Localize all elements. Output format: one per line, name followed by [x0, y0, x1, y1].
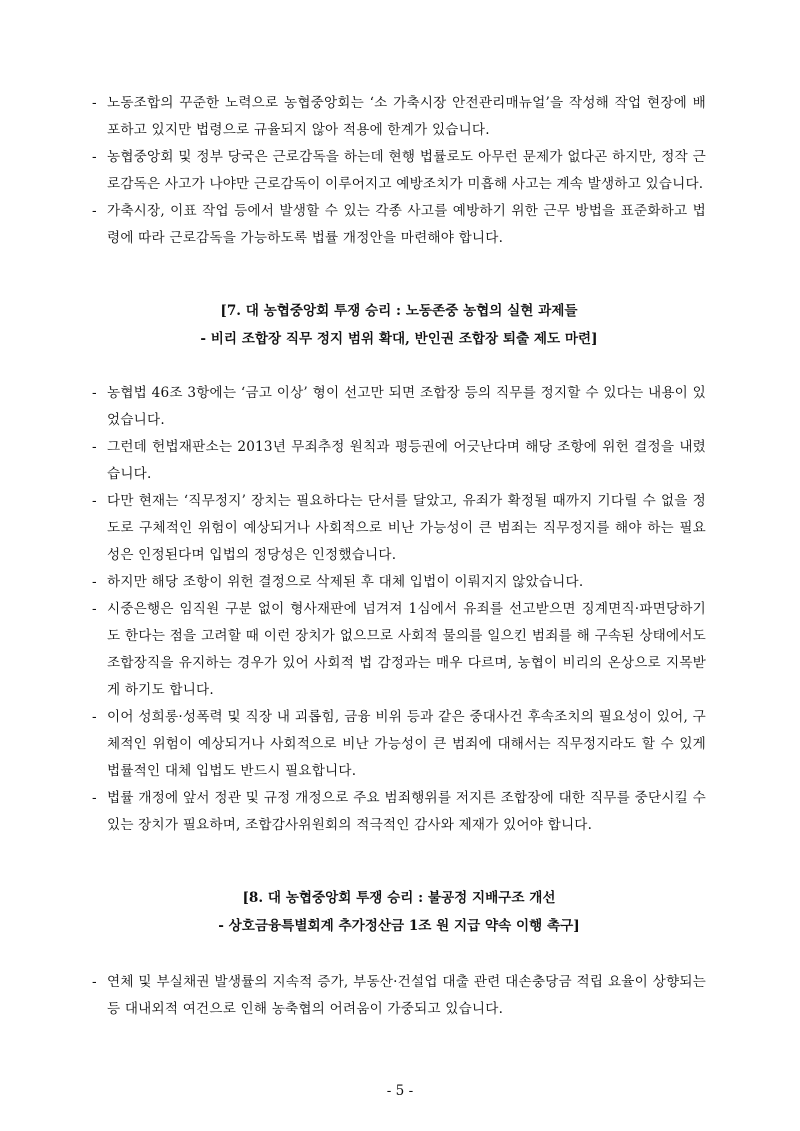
list-item — [92, 569, 706, 596]
list-item-text: 가축시장, 이표 작업 등에서 발생할 수 있는 각종 사고를 예방하기 위한 근무 방법을 표준화하고 법령에 따라 근로감독을 가능하도록 법률 개정안을 마련해야 합니다. — [107, 203, 706, 246]
list-item — [92, 969, 706, 1023]
list-item — [92, 785, 706, 839]
list-item — [92, 144, 706, 198]
list-item-text: 연체 및 부실채권 발생률의 지속적 증가, 부동산·건설업 대출 관련 대손충당금 적립 요율이 상향되는 등 대내외적 여건으로 인해 농축협의 어려움이 가중되고 있습니다. — [107, 974, 706, 1017]
bullet-dash: - — [92, 709, 97, 725]
section-heading-line1: [7. 대 농협중앙회 투쟁 승리 : 노동존중 농협의 실현 과제들 — [220, 303, 578, 319]
section-heading-line1: [8. 대 농협중앙회 투쟁 승리 : 불공정 지배구조 개선 — [242, 890, 556, 906]
list-item-text: 하지만 해당 조항이 위헌 결정으로 삭제된 후 대체 입법이 이뤄지지 않았습니다. — [107, 574, 584, 590]
list-item — [92, 380, 706, 434]
bullet-dash: - — [92, 974, 97, 990]
list-item-text: 노동조합의 꾸준한 노력으로 농협중앙회는 ‘소 가축시장 안전관리매뉴얼’을 작성해 작업 현장에 배포하고 있지만 법령으로 규율되지 않아 적용에 한계가 있습니다. — [107, 95, 706, 138]
bullet-dash: - — [92, 493, 97, 509]
section-heading-line2: - 상호금융특별회계 추가정산금 1조 원 지급 약속 이행 촉구] — [218, 918, 580, 934]
bullet-dash: - — [92, 95, 97, 111]
bullet-dash: - — [92, 790, 97, 806]
list-item-text: 농협중앙회 및 정부 당국은 근로감독을 하는데 현행 법률로도 아무런 문제가 없다곤 하지만, 정작 근로감독은 사고가 나야만 근로감독이 이루어지고 예방조치가 미흡해 사고는 계속 발생하고 있습니다. — [107, 149, 706, 192]
bullet-dash: - — [92, 203, 97, 219]
list-item-text: 법률 개정에 앞서 정관 및 규정 개정으로 주요 범죄행위를 저지른 조합장에 대한 직무를 중단시킬 수 있는 장치가 필요하며, 조합감사위원회의 적극적인 감사와 제재가 있어야 합니다. — [107, 790, 706, 833]
page-number: - 5 - — [386, 1083, 414, 1099]
list-item — [92, 488, 706, 569]
list-item — [92, 434, 706, 488]
list-item-text: 이어 성희롱·성폭력 및 직장 내 괴롭힘, 금융 비위 등과 같은 중대사건 후속조치의 필요성이 있어, 구체적인 위험이 예상되거나 사회적으로 비난 가능성이 큰 범죄에 대해서는 직무정지라도 할 수 있게 법률적인 대체 입법도 반드시 필요합니다. — [107, 709, 706, 779]
bullet-list-section-8 — [92, 969, 706, 1023]
bullet-dash: - — [92, 574, 97, 590]
section-heading-line2: - 비리 조합장 직무 정지 범위 확대, 반인권 조합장 퇴출 제도 마련] — [200, 331, 598, 347]
section-heading-7 — [92, 297, 706, 353]
section-heading-8 — [92, 884, 706, 940]
list-item — [92, 198, 706, 252]
list-item-text: 다만 현재는 ‘직무정지’ 장치는 필요하다는 단서를 달았고, 유죄가 확정될 때까지 기다릴 수 없을 정도로 구체적인 위험이 예상되거나 사회적으로 비난 가능성이 큰 범죄는 직무정지를 해야 하는 필요성은 인정된다며 입법의 정당성은 인정했습니다. — [107, 493, 706, 563]
list-item — [92, 704, 706, 785]
bullet-dash: - — [92, 601, 97, 617]
bullet-dash: - — [92, 149, 97, 165]
bullet-dash: - — [92, 439, 97, 455]
list-item-text: 그런데 헌법재판소는 2013년 무죄추정 원칙과 평등권에 어긋난다며 해당 조항에 위헌 결정을 내렸습니다. — [107, 439, 706, 482]
list-item-text: 농협법 46조 3항에는 ‘금고 이상’ 형이 선고만 되면 조합장 등의 직무를 정지할 수 있다는 내용이 있었습니다. — [107, 385, 706, 428]
bullet-list-safety — [92, 90, 706, 252]
bullet-list-section-7 — [92, 380, 706, 839]
list-item — [92, 90, 706, 144]
list-item — [92, 596, 706, 704]
bullet-dash: - — [92, 385, 97, 401]
list-item-text: 시중은행은 임직원 구분 없이 형사재판에 넘겨져 1심에서 유죄를 선고받으면 징계면직·파면당하기도 한다는 점을 고려할 때 이런 장치가 없으므로 사회적 물의를 일으킨 범죄를 해 구속된 상태에서도 조합장직을 유지하는 경우가 있어 사회적 법 감정과는 매우 다르며, 농협이 비리의 온상으로 지목받게 하기도 합니다. — [107, 601, 706, 698]
